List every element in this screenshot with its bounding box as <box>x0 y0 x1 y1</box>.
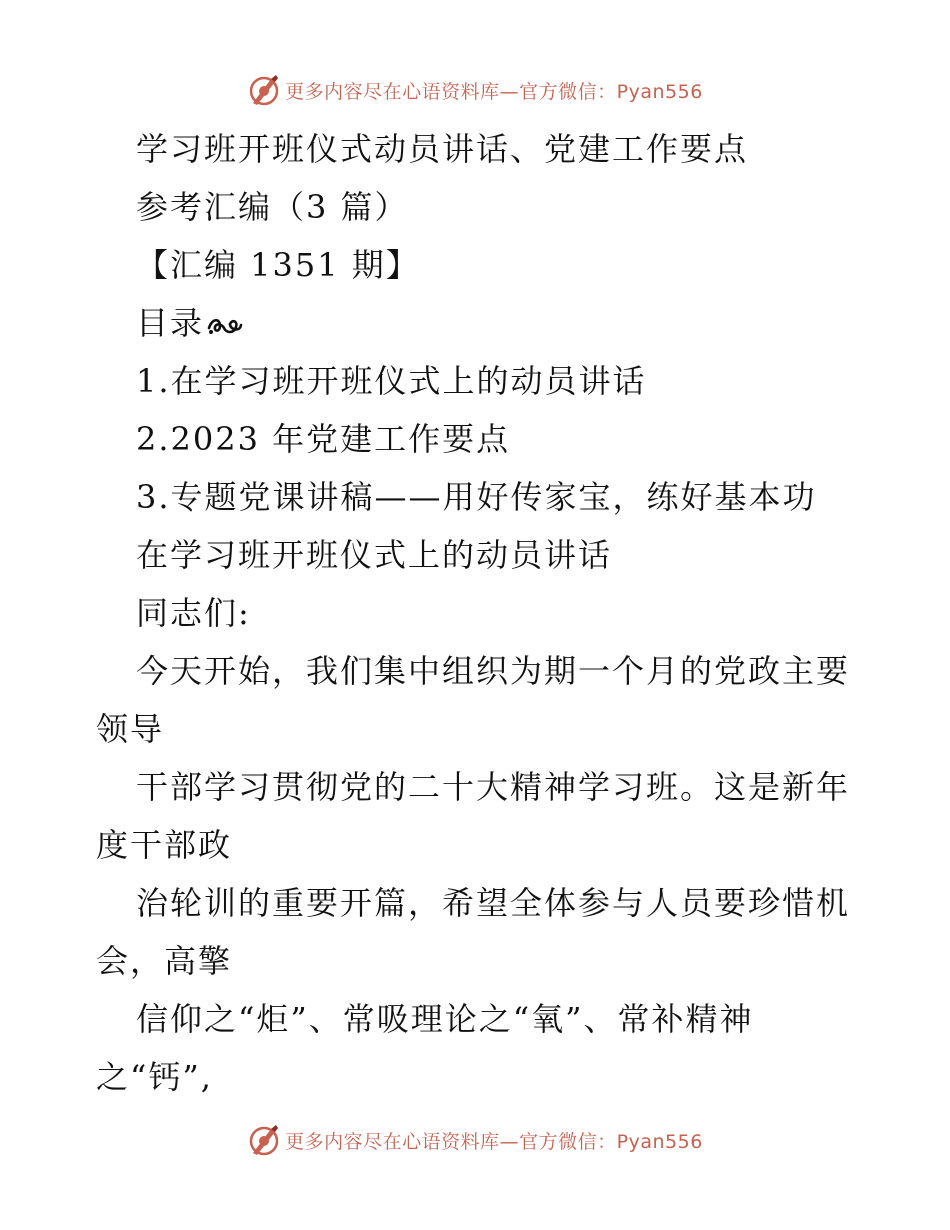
toc-item-2: 2.2023 年党建工作要点 <box>136 420 511 458</box>
salutation: 同志们: <box>136 594 251 632</box>
toc-heading <box>96 294 876 352</box>
body-line: 干部学习贯彻党的二十大精神学习班。这是新年 <box>136 768 851 806</box>
body-line: 度干部政 <box>96 826 233 864</box>
body-line: 之“钙”, <box>96 1058 213 1096</box>
pen-logo-icon <box>247 1123 281 1157</box>
watermark-text: 更多内容尽在心语资料库—官方微信：Pyan556 <box>285 80 703 103</box>
doc-title-line-2: 参考汇编（3 篇） <box>136 188 409 226</box>
toc-item-3: 3.专题党课讲稿——用好传家宝，练好基本功 <box>136 478 817 516</box>
watermark-text: 更多内容尽在心语资料库—官方微信：Pyan556 <box>285 1130 703 1153</box>
body-line: 会，高擎 <box>96 942 233 980</box>
pen-logo-icon <box>247 73 281 107</box>
scroll-ornament-icon <box>206 314 244 338</box>
footer-watermark <box>0 1120 950 1160</box>
body-line: 治轮训的重要开篇，希望全体参与人员要珍惜机 <box>136 884 851 922</box>
body-line: 领导 <box>96 710 165 748</box>
header-watermark <box>0 70 950 110</box>
document-body <box>96 120 876 1106</box>
toc-label: 目录 <box>136 304 205 342</box>
body-line: 信仰之“炬”、常吸理论之“氧”、常补精神 <box>136 1000 754 1038</box>
doc-title-line-1: 学习班开班仪式动员讲话、党建工作要点 <box>136 130 749 168</box>
toc-item-1: 1.在学习班开班仪式上的动员讲话 <box>136 362 647 400</box>
section-title: 在学习班开班仪式上的动员讲话 <box>136 536 613 574</box>
body-line: 今天开始，我们集中组织为期一个月的党政主要 <box>136 652 851 690</box>
issue-number: 【汇编 1351 期】 <box>136 246 420 284</box>
